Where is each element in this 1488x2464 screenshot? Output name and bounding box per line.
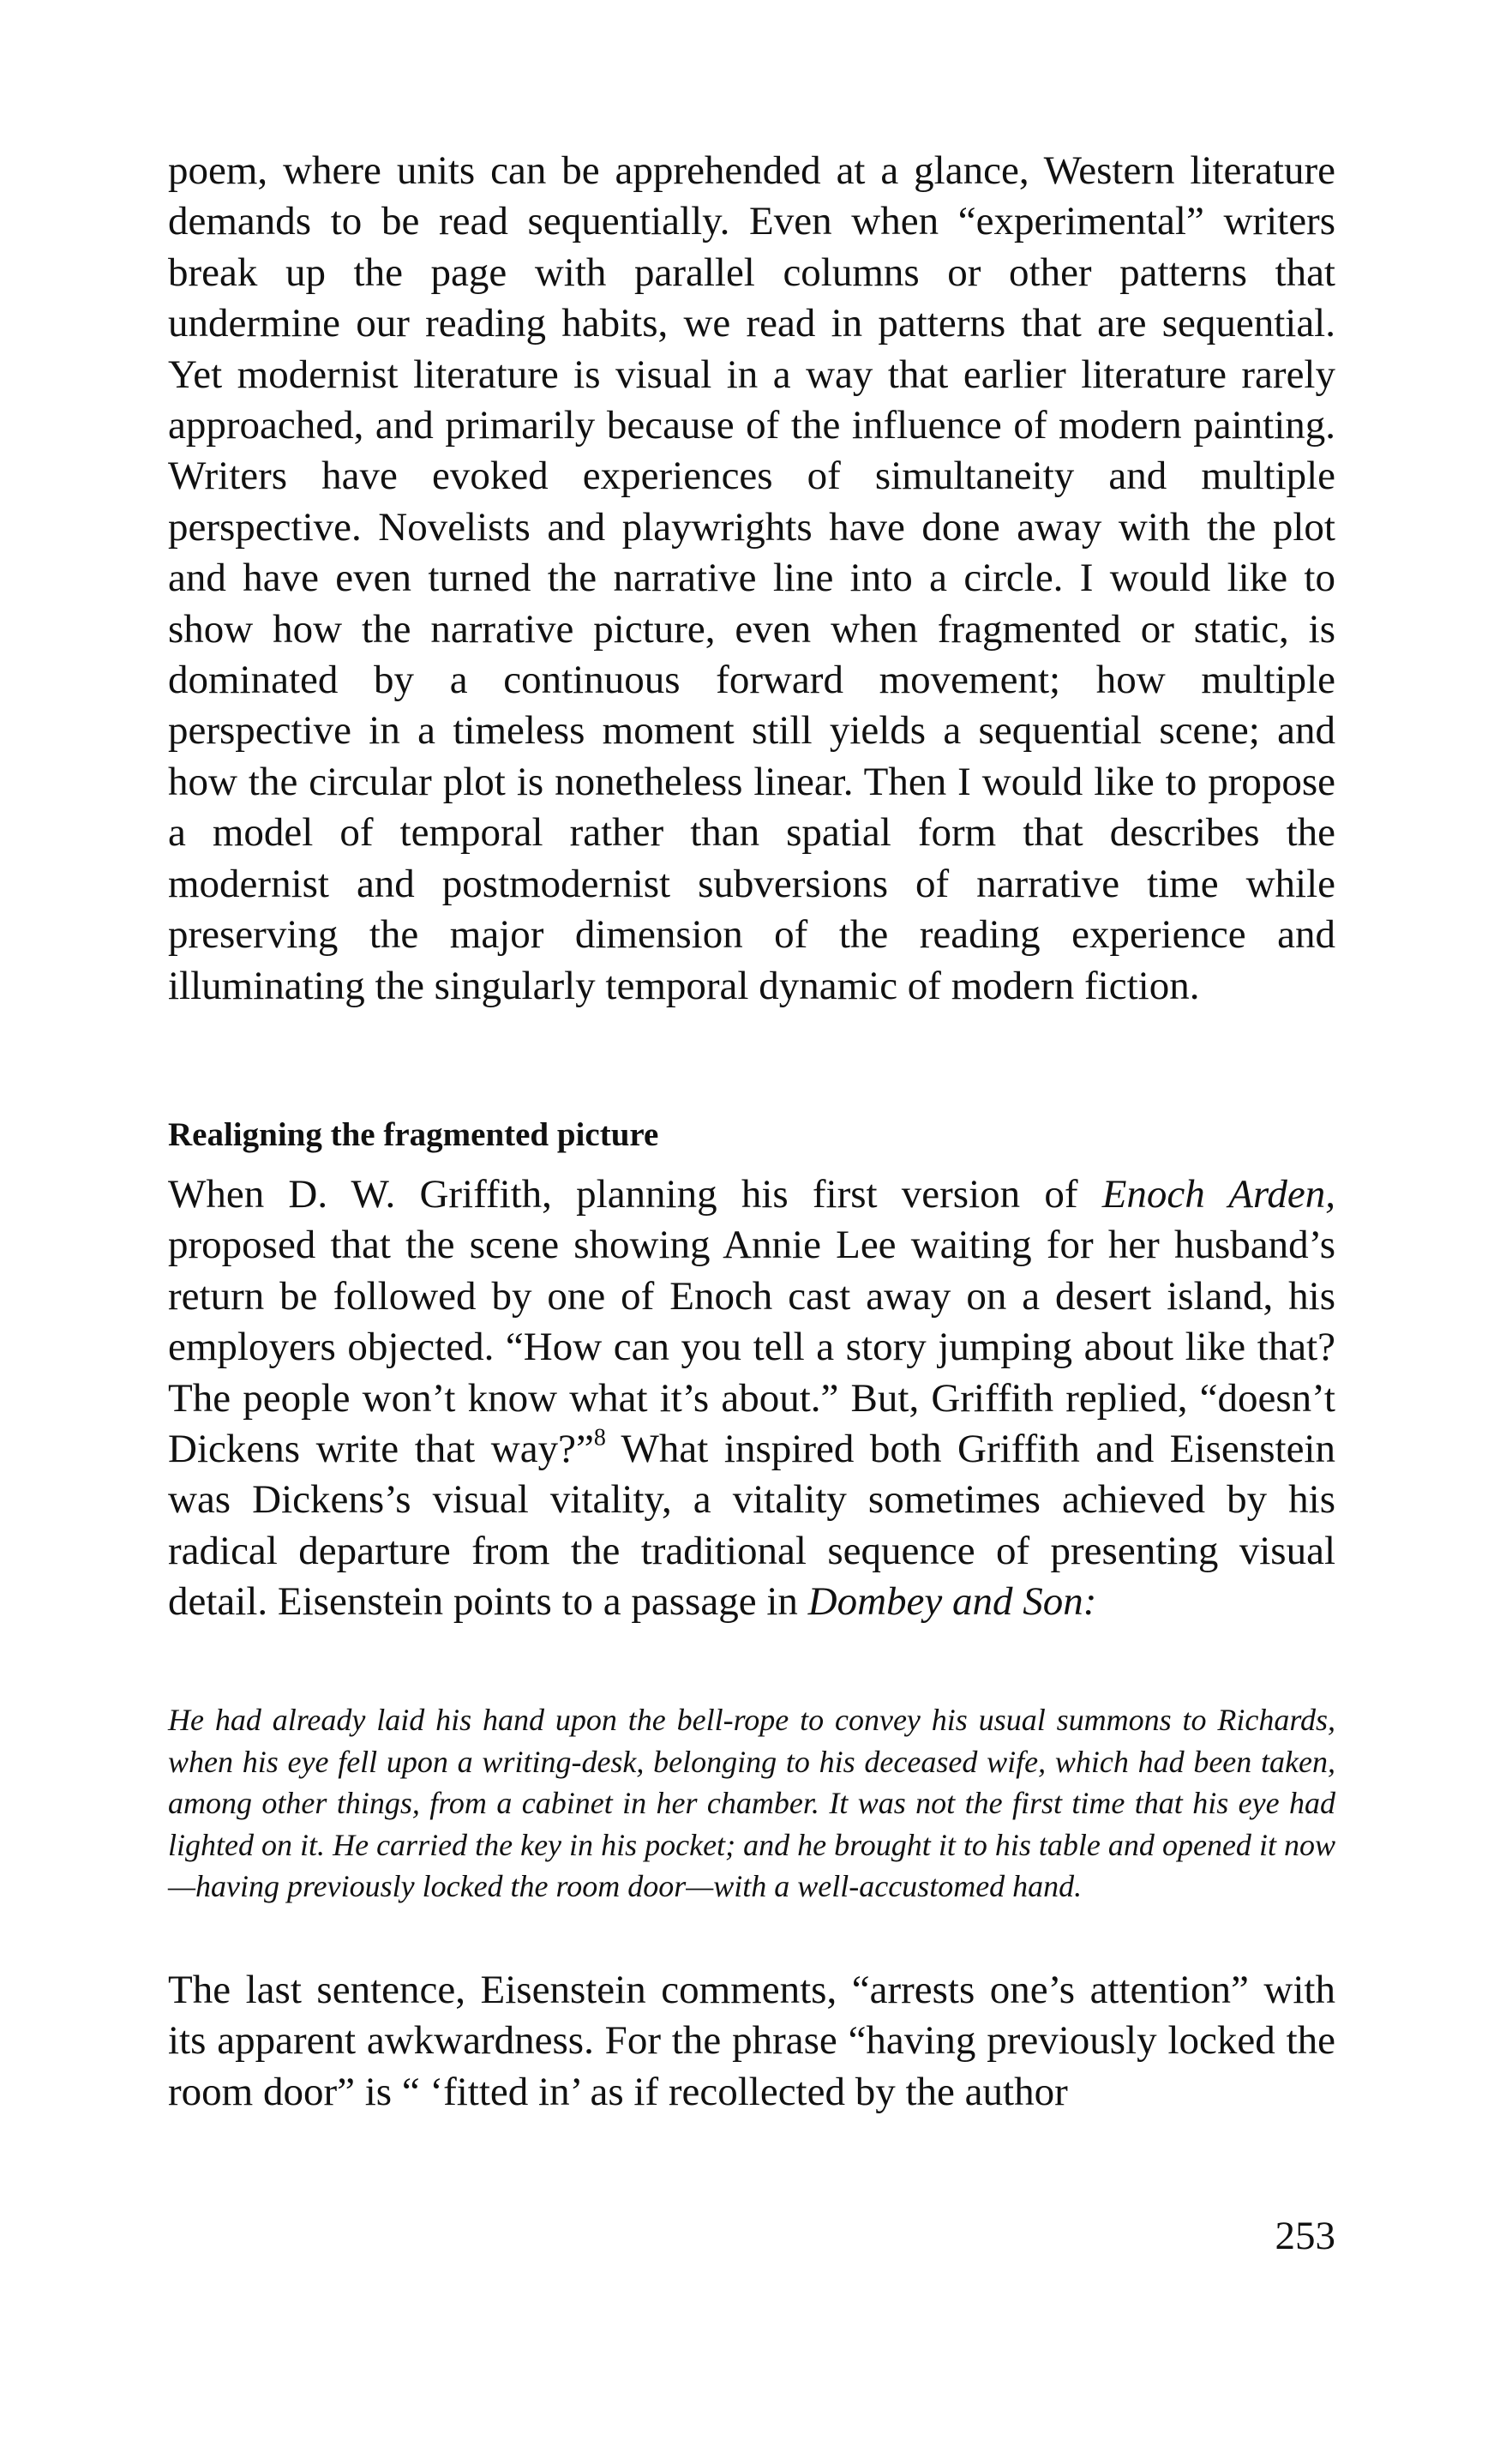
- block-quote: He had already laid his hand upon the bell-rope to convey his usual summons to Richards, when his eye fell upon a writing-desk, belonging to his deceased wife, which had been taken, among other things, from a cabinet in her chamber. It was not the first time that his eye had lighted on it. He carried the key in his pocket; and he brought it to his table and opened it now—having previously locked the room door—with a well-accustomed hand.: [168, 1703, 1335, 1903]
- body-paragraph-3: The last sentence, Eisenstein comments, “arrests one’s attention” with its apparent awkwardness. For the phrase “having previously locked the room door” is “ ‘fitted in’ as if recollected by the author: [168, 1968, 1335, 2114]
- body-paragraph-2: [168, 1169, 1335, 1628]
- page-number: 253: [1275, 2214, 1335, 2258]
- book-title-enoch-arden: Enoch Arden,: [1101, 1172, 1335, 1217]
- paragraph-2-text-a: When D. W. Griffith, planning his first version of: [168, 1172, 1102, 1217]
- paragraph-2-text-b: proposed that the scene showing Annie Lee waiting for her husband’s return be followed by one of Enoch cast away on a desert island, his employers objected. “How can you tell a story jumping about like that? The people won’t know what it’s about.” But, Griffith replied, “doesn’t Dickens write that way?”: [168, 1223, 1335, 1472]
- body-paragraph-1: poem, where units can be apprehended at a glance, Western literature demands to be read sequentially. Even when “experimental” writers break up the page with parallel columns or other patterns that undermine our reading habits, we read in patterns that are sequential. Yet modernist literature is visual in a way that earlier literature rarely approached, and primarily because of the influence of modern painting. Writers have evoked experiences of simultaneity and multiple perspective. Novelists and playwrights have done away with the plot and have even turned the narrative line into a circle. I would like to show how the narrative picture, even when fragmented or static, is dominated by a continuous forward movement; how multiple perspective in a timeless moment still yields a sequential scene; and how the circular plot is nonetheless linear. Then I would like to propose a model of temporal rather than spatial form that describes the modernist and postmodernist subversions of narrative time while preserving the major dimension of the reading experience and illuminating the singularly temporal dynamic of modern fiction.: [168, 148, 1335, 1008]
- book-title-dombey-and-son: Dombey and Son:: [807, 1579, 1097, 1625]
- section-heading: Realigning the fragmented picture: [168, 1116, 659, 1153]
- footnote-marker: 8: [593, 1424, 606, 1451]
- paragraph-2-text-c: What inspired both Griffith and Eisenstein was Dickens’s visual vitality, a vitality sometimes achieved by his radical departure from the traditional sequence of presenting visual detail. Eisenstein points to a passage in: [168, 1427, 1335, 1625]
